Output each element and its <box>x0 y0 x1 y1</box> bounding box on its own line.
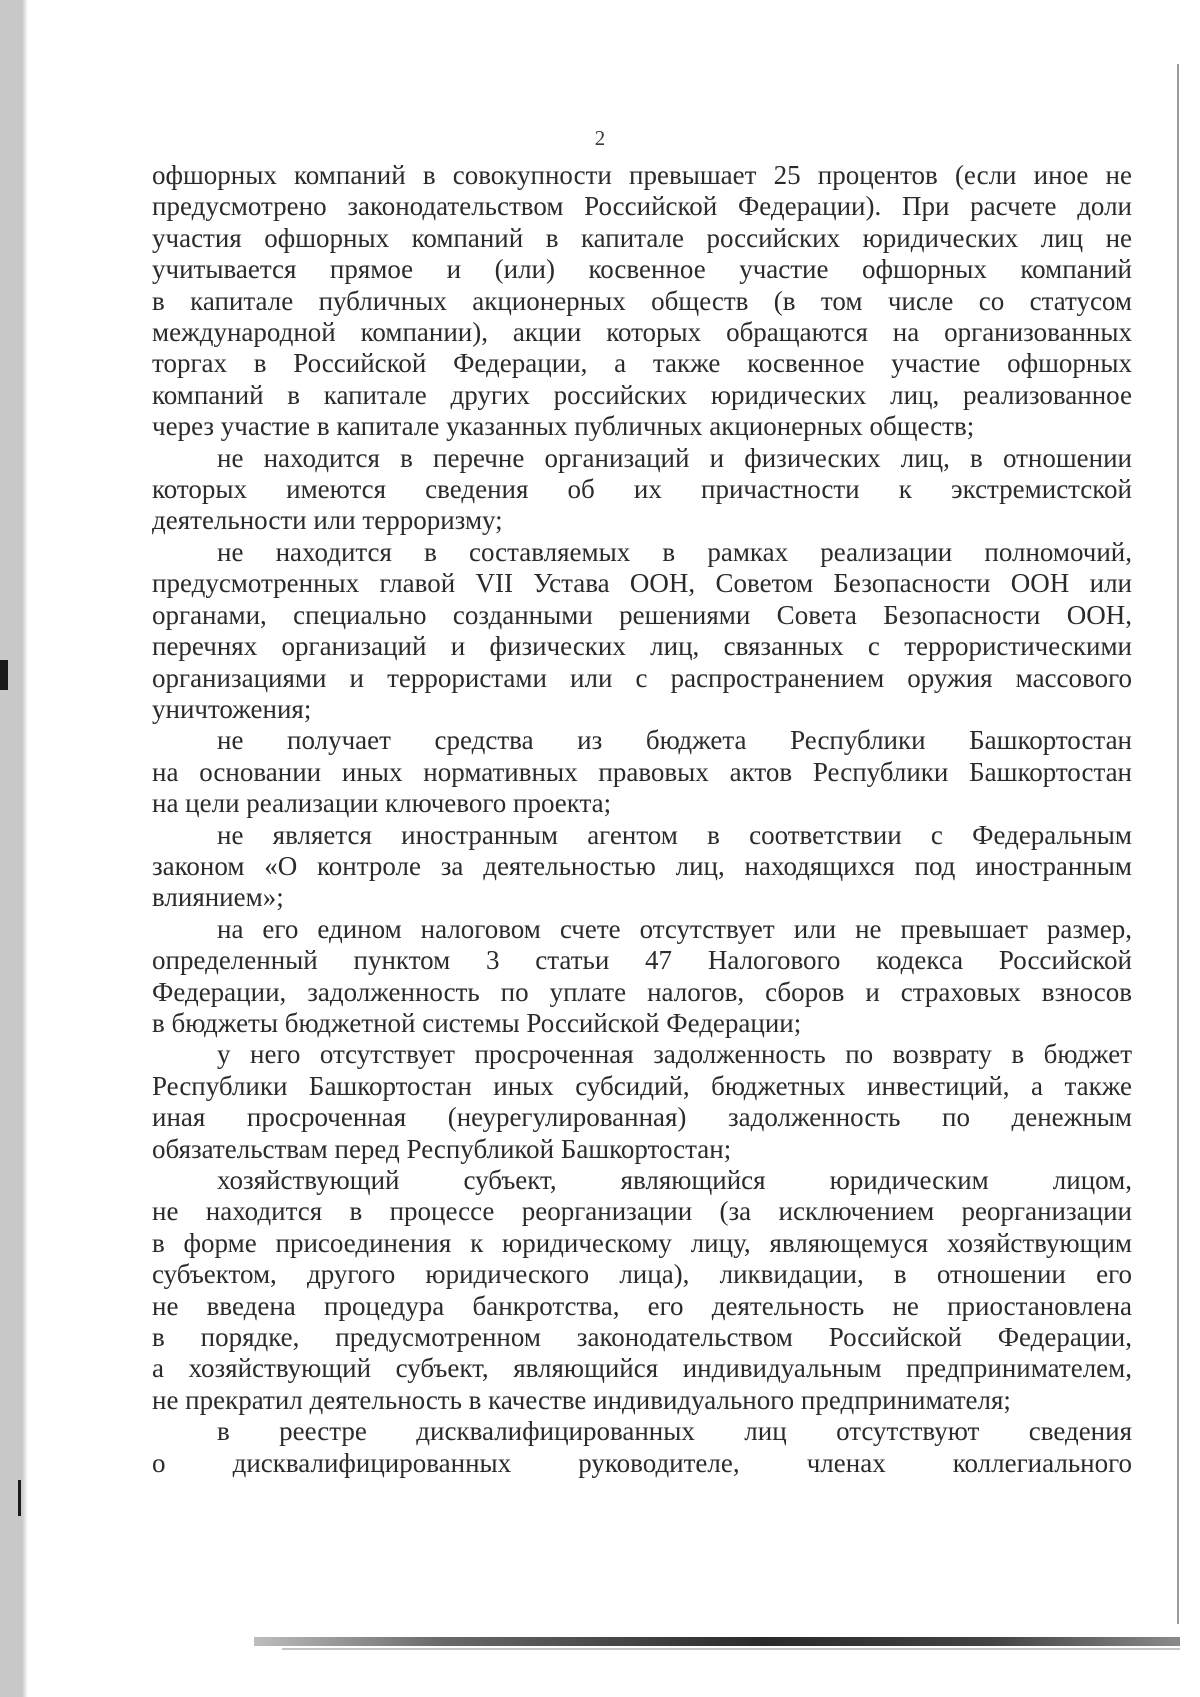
text-line: законом «О контроле за деятельностью лиц, находящихся под иностранным <box>152 850 1132 881</box>
paragraph <box>152 820 1132 914</box>
text-line: в бюджеты бюджетной системы Российской Федерации; <box>152 1007 802 1038</box>
paragraph <box>152 1039 1132 1165</box>
scan-right-edge <box>1177 64 1179 1624</box>
text-line: не находится в процессе реорганизации (за исключением реорганизации <box>152 1196 1132 1227</box>
text-line: офшорных компаний в совокупности превышает 25 процентов (если иное не <box>152 160 1132 190</box>
paragraph <box>152 443 1132 537</box>
text-line: у него отсутствует просроченная задолженность по возврату в бюджет <box>217 1039 1132 1070</box>
text-line: в капитале публичных акционерных обществ (в том числе со статусом <box>152 285 1132 316</box>
text-line: Федерации, задолженность по уплате налогов, сборов и страховых взносов <box>152 976 1132 1007</box>
scan-bottom-bar <box>254 1637 1180 1646</box>
text-line: торгах в Российской Федерации, а также косвенное участие офшорных <box>152 348 1132 379</box>
text-line: влиянием»; <box>152 882 284 913</box>
text-line: не находится в составляемых в рамках реализации полномочий, <box>217 536 1132 567</box>
scan-edge-mark <box>18 1480 21 1516</box>
text-line: организациями и террористами или с распространением оружия массового <box>152 662 1132 693</box>
text-line: которых имеются сведения об их причастности к экстремистской <box>152 474 1132 505</box>
paragraph <box>152 1416 1132 1479</box>
text-line: на цели реализации ключевого проекта; <box>152 788 612 819</box>
text-line: не находится в перечне организаций и физических лиц, в отношении <box>217 442 1132 473</box>
text-line: через участие в капитале указанных публичных акционерных обществ; <box>152 411 975 442</box>
text-line: уничтожения; <box>152 693 312 724</box>
text-line: не введена процедура банкротства, его деятельность не приостановлена <box>152 1290 1132 1321</box>
text-line: в форме присоединения к юридическому лицу, являющемуся хозяйствующим <box>152 1227 1132 1258</box>
scan-left-border <box>0 0 28 1697</box>
text-line: Республики Башкортостан иных субсидий, бюджетных инвестиций, а также <box>152 1070 1132 1101</box>
text-line: предусмотренных главой VII Устава ООН, Советом Безопасности ООН или <box>152 568 1132 599</box>
text-line: в реестре дисквалифицированных лиц отсутствуют сведения <box>217 1416 1132 1447</box>
paragraph <box>152 537 1132 725</box>
document-body <box>152 160 1132 1479</box>
paragraph <box>152 1165 1132 1416</box>
text-line: компаний в капитале других российских юридических лиц, реализованное <box>152 379 1132 410</box>
text-line: учитывается прямое и (или) косвенное участие офшорных компаний <box>152 254 1132 285</box>
text-line: а хозяйствующий субъект, являющийся индивидуальным предпринимателем, <box>152 1353 1132 1384</box>
text-line: международной компании), акции которых обращаются на организованных <box>152 317 1132 348</box>
text-line: в порядке, предусмотренном законодательством Российской Федерации, <box>152 1322 1132 1353</box>
text-line: обязательствам перед Республикой Башкортостан; <box>152 1133 732 1164</box>
page-number: 2 <box>594 126 606 150</box>
text-line: хозяйствующий субъект, являющийся юридическим лицом, <box>217 1165 1132 1195</box>
paragraph <box>152 725 1132 819</box>
scan-bottom-bar <box>282 1648 1180 1650</box>
text-line: определенный пунктом 3 статьи 47 Налогового кодекса Российской <box>152 945 1132 976</box>
text-line: участия офшорных компаний в капитале российских юридических лиц не <box>152 222 1132 253</box>
text-line: на основании иных нормативных правовых актов Республики Башкортостан <box>152 756 1132 787</box>
paragraph <box>152 160 1132 443</box>
text-line: органами, специально созданными решениями Совета Безопасности ООН, <box>152 599 1132 630</box>
text-line: субъектом, другого юридического лица), ликвидации, в отношении его <box>152 1259 1132 1290</box>
text-line: не является иностранным агентом в соответствии с Федеральным <box>217 819 1132 850</box>
text-line: иная просроченная (неурегулированная) задолженность по денежным <box>152 1102 1132 1133</box>
paragraph <box>152 914 1132 1040</box>
text-line: предусмотрено законодательством Российской Федерации). При расчете доли <box>152 191 1132 222</box>
text-line: на его едином налоговом счете отсутствует или не превышает размер, <box>217 913 1132 944</box>
text-line: деятельности или терроризму; <box>152 505 503 536</box>
text-line: о дисквалифицированных руководителе, членах коллегиального <box>152 1447 1132 1478</box>
text-line: не получает средства из бюджета Республики Башкортостан <box>217 725 1132 756</box>
scan-edge-mark <box>0 660 8 690</box>
text-line: перечнях организаций и физических лиц, связанных с террористическими <box>152 631 1132 662</box>
text-line: не прекратил деятельность в качестве индивидуального предпринимателя; <box>152 1384 1011 1415</box>
